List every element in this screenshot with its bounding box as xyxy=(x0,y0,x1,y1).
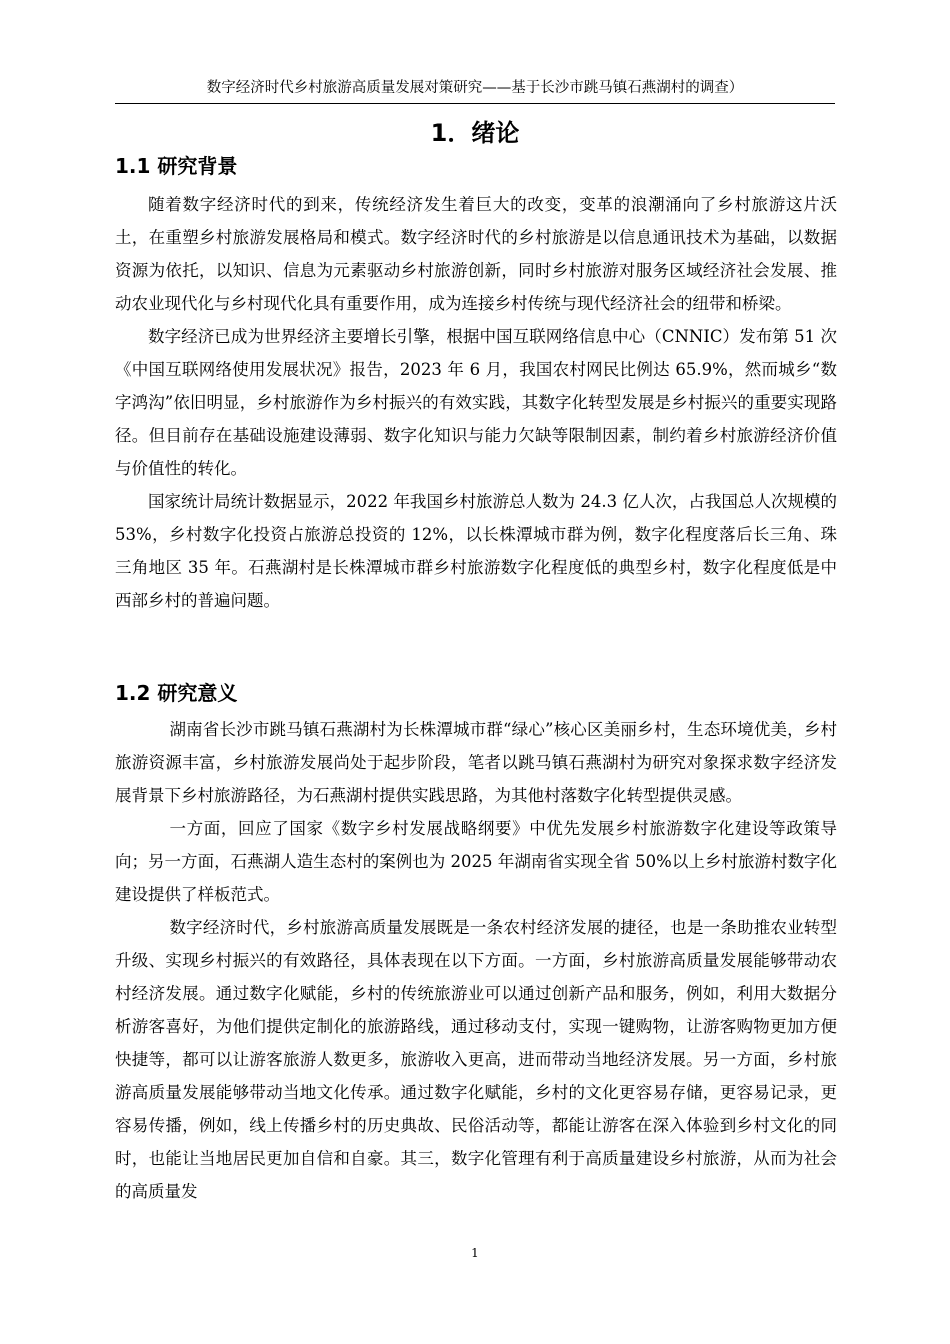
section-body-research-significance xyxy=(115,713,837,1208)
chapter-title: 1．绪论 xyxy=(430,119,520,147)
paragraph: 数字经济已成为世界经济主要增长引擎，根据中国互联网络信息中心（CNNIC）发布第 51 次《中国互联网络使用发展状况》报告，2023 年 6 月，我国农村网民比例达 65.9%，然而城乡“数字鸿沟”依旧明显，乡村旅游作为乡村振兴的有效实践，其数字化转型发展是乡村振兴的重要实现路径。但目前存在基础设施建设薄弱、数字化知识与能力欠缺等限制因素，制约着乡村旅游经济价值与价值性的转化。 xyxy=(115,327,837,478)
header-rule xyxy=(115,103,835,104)
section-body-research-background xyxy=(115,188,837,617)
paragraph: 数字经济时代，乡村旅游高质量发展既是一条农村经济发展的捷径，也是一条助推农业转型升级、实现乡村振兴的有效路径，具体表现在以下方面。一方面，乡村旅游高质量发展能够带动农村经济发展。通过数字化赋能，乡村的传统旅游业可以通过创新产品和服务，例如，利用大数据分析游客喜好，为他们提供定制化的旅游路线，通过移动支付，实现一键购物，让游客购物更加方便快捷等，都可以让游客旅游人数更多，旅游收入更高，进而带动当地经济发展。另一方面，乡村旅游高质量发展能够带动当地文化传承。通过数字化赋能，乡村的文化更容易存储，更容易记录，更容易传播，例如，线上传播乡村的历史典故、民俗活动等，都能让游客在深入体验到乡村文化的同时，也能让当地居民更加自信和自豪。其三，数字化管理有利于高质量建设乡村旅游，从而为社会的高质量发 xyxy=(115,918,837,1201)
page-number: 1 xyxy=(471,1246,479,1260)
section-heading-research-significance: 1.2 研究意义 xyxy=(115,681,238,705)
paragraph: 随着数字经济时代的到来，传统经济发生着巨大的改变，变革的浪潮涌向了乡村旅游这片沃土，在重塑乡村旅游发展格局和模式。数字经济时代的乡村旅游是以信息通讯技术为基础，以数据资源为依托，以知识、信息为元素驱动乡村旅游创新，同时乡村旅游对服务区域经济社会发展、推动农业现代化与乡村现代化具有重要作用，成为连接乡村传统与现代经济社会的纽带和桥梁。 xyxy=(115,195,837,313)
paragraph: 国家统计局统计数据显示，2022 年我国乡村旅游总人数为 24.3 亿人次，占我国总人次规模的 53%，乡村数字化投资占旅游总投资的 12%，以长株潭城市群为例，数字化程度落后长三角、珠三角地区 35 年。石燕湖村是长株潭城市群乡村旅游数字化程度低的典型乡村，数字化程度低是中西部乡村的普遍问题。 xyxy=(115,492,837,610)
section-heading-research-background: 1.1 研究背景 xyxy=(115,154,238,178)
running-header: 数字经济时代乡村旅游高质量发展对策研究——基于长沙市跳马镇石燕湖村的调查） xyxy=(206,80,744,96)
paragraph: 一方面，回应了国家《数字乡村发展战略纲要》中优先发展乡村旅游数字化建设等政策导向；另一方面，石燕湖人造生态村的案例也为 2025 年湖南省实现全省 50%以上乡村旅游村数字化建设提供了样板范式。 xyxy=(115,819,837,904)
paragraph: 湖南省长沙市跳马镇石燕湖村为长株潭城市群“绿心”核心区美丽乡村，生态环境优美，乡村旅游资源丰富，乡村旅游发展尚处于起步阶段，笔者以跳马镇石燕湖村为研究对象探求数字经济发展背景下乡村旅游路径，为石燕湖村提供实践思路，为其他村落数字化转型提供灵感。 xyxy=(115,720,837,805)
